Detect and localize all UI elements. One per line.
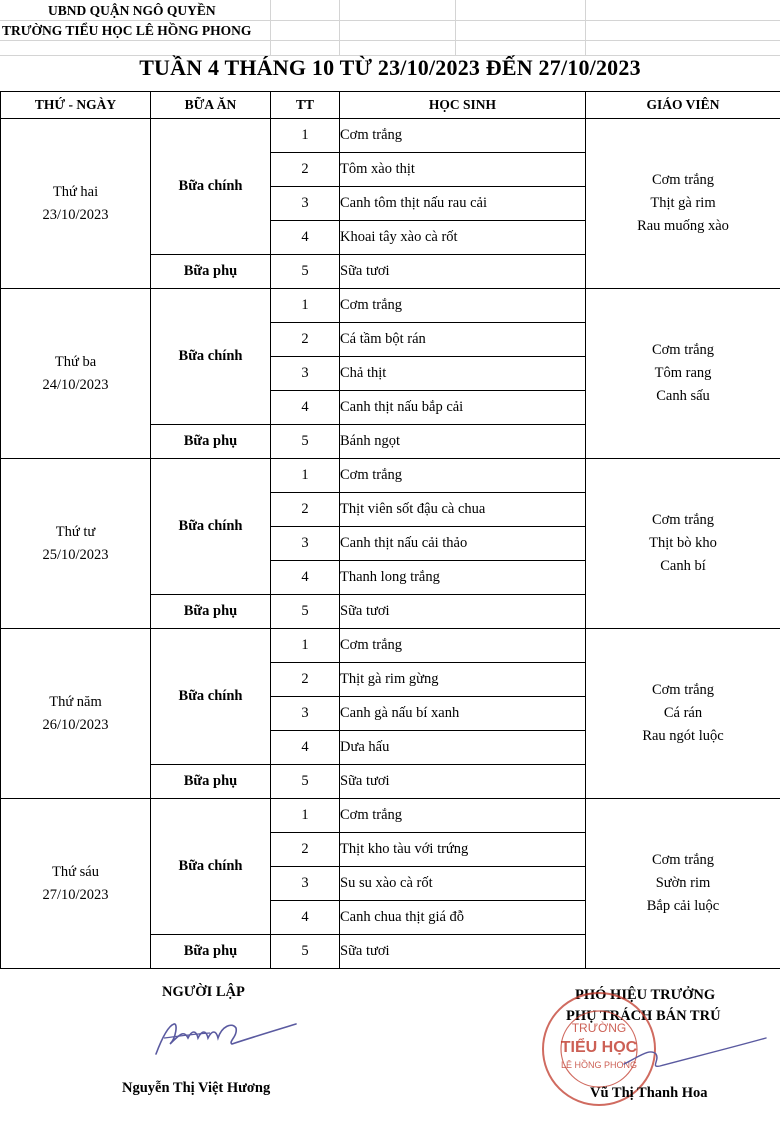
teacher-dish: Thịt gà rim — [650, 195, 716, 211]
header-row-3 — [0, 40, 780, 56]
day-date: 23/10/2023 — [42, 206, 109, 223]
item-number: 2 — [271, 493, 340, 527]
page-title: TUẦN 4 THÁNG 10 TỪ 23/10/2023 ĐẾN 27/10/2023 — [139, 55, 641, 80]
grid-line — [270, 0, 271, 56]
item-number: 1 — [271, 629, 340, 663]
student-dish: Su su xào cà rốt — [340, 867, 586, 901]
day-date: 24/10/2023 — [42, 376, 109, 393]
teacher-dish: Cơm trắng — [651, 512, 715, 528]
stamp-line-1: TRƯỜNG — [571, 1021, 627, 1035]
preparer-title: NGƯỜI LẬP — [162, 984, 245, 1000]
main-meal-label: Bữa chính — [151, 459, 271, 595]
table-row — [1, 629, 780, 663]
col-header-meal: BỮA ĂN — [151, 92, 271, 119]
day-name: Thứ hai — [52, 183, 99, 200]
col-header-tt: TT — [271, 92, 340, 119]
teacher-dish: Canh bí — [660, 558, 706, 574]
day-name: Thứ sáu — [52, 863, 99, 880]
teacher-dish: Canh sấu — [656, 388, 710, 404]
student-dish: Dưa hấu — [340, 731, 586, 765]
student-dish: Tôm xào thịt — [340, 153, 586, 187]
table-row — [1, 799, 780, 833]
student-dish: Cơm trắng — [340, 459, 586, 493]
item-number: 3 — [271, 697, 340, 731]
item-number: 3 — [271, 357, 340, 391]
main-meal-label: Bữa chính — [151, 289, 271, 425]
snack-meal-label: Bữa phụ — [151, 595, 271, 629]
teacher-dish: Cơm trắng — [651, 682, 715, 698]
item-number: 2 — [271, 663, 340, 697]
item-number: 5 — [271, 595, 340, 629]
teacher-dish: Thịt bò kho — [649, 535, 717, 551]
stamp-line-2: TIỂU HỌC — [560, 1039, 638, 1056]
snack-meal-label: Bữa phụ — [151, 255, 271, 289]
teacher-dish: Cơm trắng — [651, 172, 715, 188]
student-dish: Khoai tây xào cà rốt — [340, 221, 586, 255]
teacher-dish: Cá rán — [663, 705, 703, 721]
teacher-menu-cell — [586, 119, 780, 289]
preparer-name: Nguyễn Thị Việt Hương — [122, 1080, 271, 1096]
teacher-dish: Cơm trắng — [651, 852, 715, 868]
day-name: Thứ năm — [49, 693, 102, 710]
student-dish: Thịt gà rim gừng — [340, 663, 586, 697]
item-number: 5 — [271, 255, 340, 289]
student-dish: Thịt kho tàu với trứng — [340, 833, 586, 867]
student-dish: Canh thịt nấu cải thảo — [340, 527, 586, 561]
teacher-dish: Rau muống xào — [637, 218, 729, 234]
item-number: 2 — [271, 153, 340, 187]
vice-principal-signature — [620, 1030, 770, 1080]
student-dish: Bánh ngọt — [340, 425, 586, 459]
student-dish: Thịt viên sốt đậu cà chua — [340, 493, 586, 527]
main-meal-label: Bữa chính — [151, 119, 271, 255]
district-name: UBND QUẬN NGÔ QUYỀN — [48, 3, 216, 18]
stamp-line-3: LÊ HỒNG PHONG — [560, 1060, 638, 1070]
main-meal-label: Bữa chính — [151, 799, 271, 935]
teacher-dish: Rau ngót luộc — [642, 728, 724, 744]
teacher-dish: Tôm rang — [654, 365, 712, 381]
item-number: 1 — [271, 799, 340, 833]
teacher-menu-cell — [586, 459, 780, 629]
student-dish: Canh gà nấu bí xanh — [340, 697, 586, 731]
vice-principal-title: PHÓ HIỆU TRƯỞNG — [575, 987, 716, 1003]
teacher-dish: Cơm trắng — [651, 342, 715, 358]
grid-line — [585, 0, 586, 56]
student-dish: Sữa tươi — [340, 595, 586, 629]
item-number: 5 — [271, 935, 340, 969]
col-header-student: HỌC SINH — [340, 92, 586, 119]
item-number: 2 — [271, 833, 340, 867]
col-header-day: THỨ - NGÀY — [1, 92, 151, 119]
item-number: 4 — [271, 901, 340, 935]
student-dish: Canh tôm thịt nấu rau cải — [340, 187, 586, 221]
day-name: Thứ tư — [55, 523, 96, 540]
vice-principal-subtitle: PHỤ TRÁCH BÁN TRÚ — [566, 1008, 721, 1024]
item-number: 3 — [271, 187, 340, 221]
day-cell — [1, 459, 151, 629]
student-dish: Chả thịt — [340, 357, 586, 391]
day-name: Thứ ba — [54, 353, 97, 370]
item-number: 5 — [271, 425, 340, 459]
day-cell — [1, 119, 151, 289]
item-number: 2 — [271, 323, 340, 357]
teacher-menu-cell — [586, 799, 780, 969]
main-meal-label: Bữa chính — [151, 629, 271, 765]
student-dish: Sữa tươi — [340, 765, 586, 799]
table-row — [1, 119, 780, 153]
student-dish: Sữa tươi — [340, 255, 586, 289]
col-header-teacher: GIÁO VIÊN — [586, 92, 780, 119]
student-dish: Cơm trắng — [340, 289, 586, 323]
day-cell — [1, 289, 151, 459]
student-dish: Canh thịt nấu bắp cải — [340, 391, 586, 425]
student-dish: Cá tầm bột rán — [340, 323, 586, 357]
day-date: 26/10/2023 — [42, 716, 109, 733]
teacher-dish: Bắp cải luộc — [646, 898, 720, 914]
grid-line — [455, 0, 456, 56]
item-number: 3 — [271, 867, 340, 901]
day-date: 27/10/2023 — [42, 886, 109, 903]
item-number: 4 — [271, 561, 340, 595]
day-cell — [1, 629, 151, 799]
preparer-signature — [150, 1008, 300, 1060]
student-dish: Cơm trắng — [340, 119, 586, 153]
teacher-menu-cell — [586, 289, 780, 459]
item-number: 1 — [271, 459, 340, 493]
item-number: 4 — [271, 391, 340, 425]
item-number: 4 — [271, 221, 340, 255]
snack-meal-label: Bữa phụ — [151, 425, 271, 459]
item-number: 5 — [271, 765, 340, 799]
item-number: 1 — [271, 119, 340, 153]
student-dish: Canh chua thịt giá đỗ — [340, 901, 586, 935]
item-number: 3 — [271, 527, 340, 561]
day-date: 25/10/2023 — [42, 546, 109, 563]
table-row — [1, 459, 780, 493]
menu-table — [0, 91, 780, 969]
school-name: TRƯỜNG TIỂU HỌC LÊ HỒNG PHONG — [2, 23, 252, 38]
snack-meal-label: Bữa phụ — [151, 765, 271, 799]
student-dish: Cơm trắng — [340, 629, 586, 663]
menu-body — [1, 119, 780, 969]
student-dish: Sữa tươi — [340, 935, 586, 969]
grid-line — [339, 0, 340, 56]
item-number: 4 — [271, 731, 340, 765]
snack-meal-label: Bữa phụ — [151, 935, 271, 969]
table-header-row — [1, 92, 780, 119]
student-dish: Thanh long trắng — [340, 561, 586, 595]
day-cell — [1, 799, 151, 969]
item-number: 1 — [271, 289, 340, 323]
student-dish: Cơm trắng — [340, 799, 586, 833]
teacher-menu-cell — [586, 629, 780, 799]
vice-principal-name: Vũ Thị Thanh Hoa — [590, 1085, 708, 1101]
table-row — [1, 289, 780, 323]
teacher-dish: Sườn rim — [655, 875, 711, 891]
